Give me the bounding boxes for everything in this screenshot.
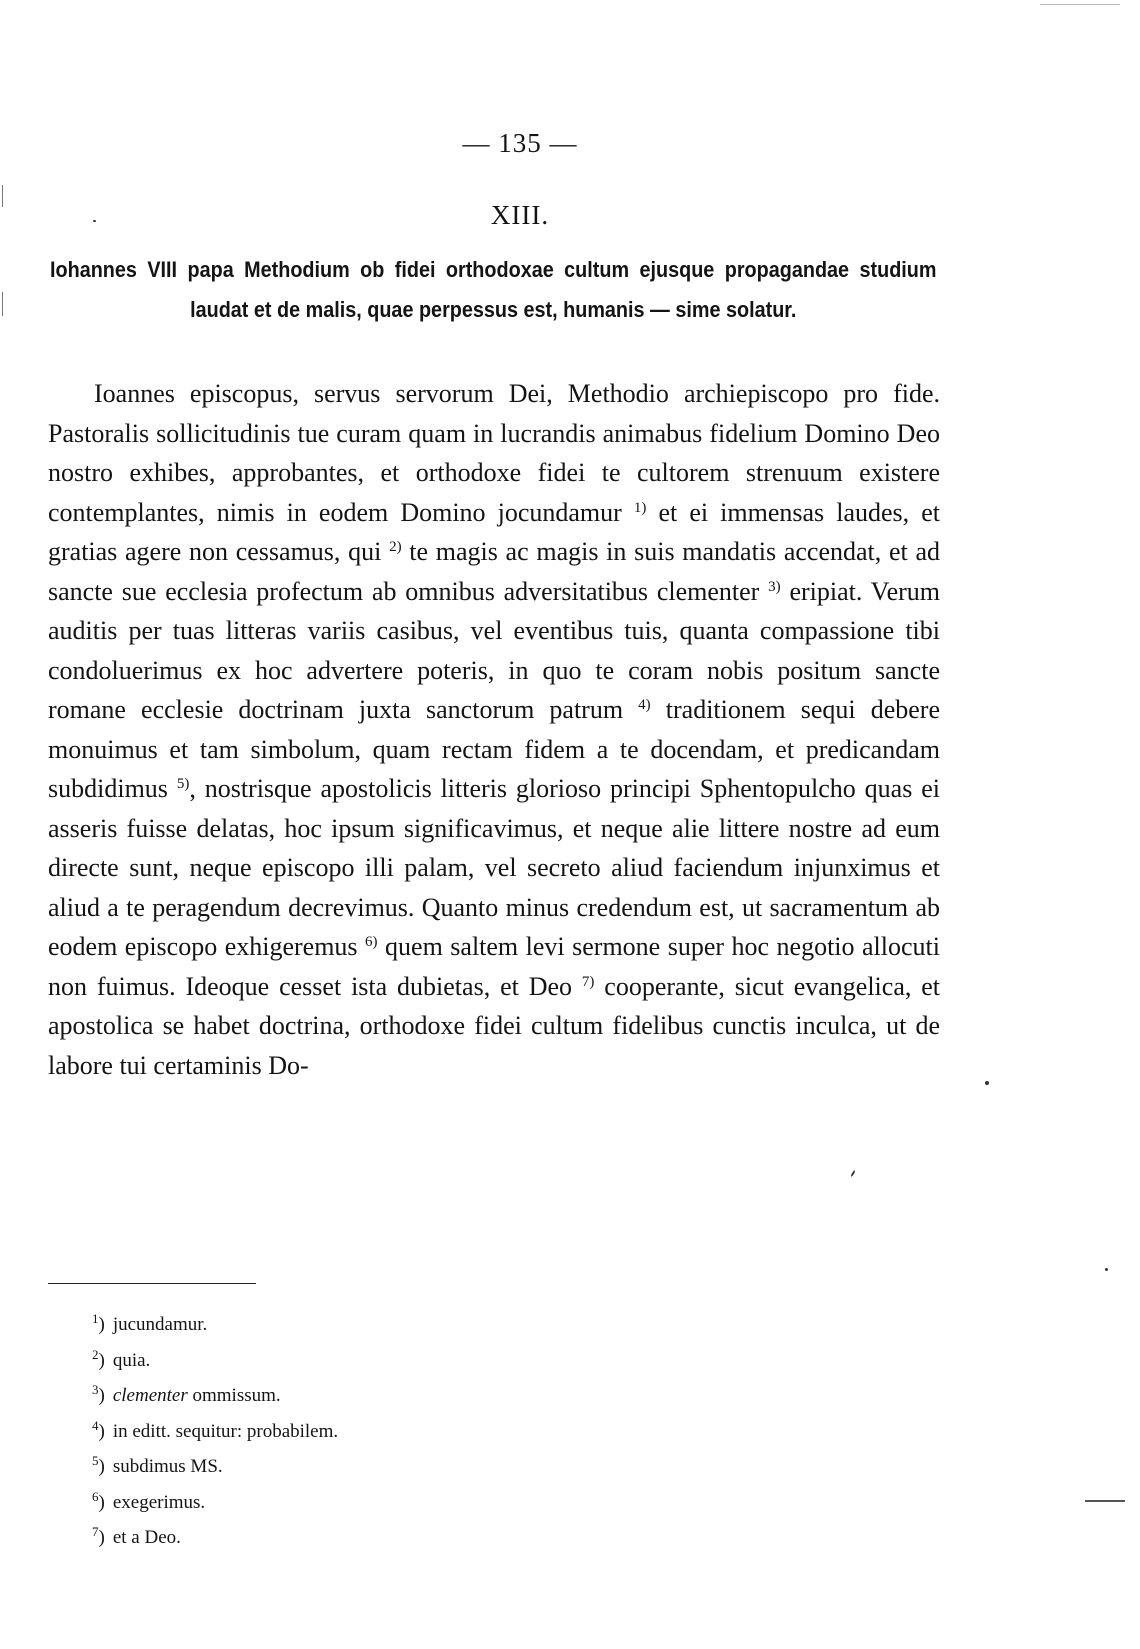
letter-heading: Iohannes VIII papa Methodium ob fidei orthodoxae cultum ejusque propagandae studium laudat et de malis, quae perpessus est, humanis — sime solatur. [50, 257, 937, 322]
body-text-segment: eripiat. Verum auditis per tuas litteras variis casibus, vel eventibus tuis, quanta compassione tibi condoluerimus ex hoc advertere poteris, in quo te coram nobis positum sancte romane ecclesie doctrinam juxta sanctorum patrum [48, 576, 940, 724]
footnote-mark: 7 [92, 1524, 99, 1539]
scan-speck [985, 1081, 989, 1085]
footnote-text: exegerimus. [112, 1491, 206, 1513]
body-text-segment: , nostrisque apostolicis litteris glorioso principi Sphentopulcho quas ei asseris fuisse delatas, hoc ipsum significavimus, et neque alie littere nostre ad eum directe sunt, neque episcopo illi palam, vel secreto aliud faciendum injunximus et aliud a te peragendum decrevimus. Quanto minus credendum est, ut sacramentum ab eodem episcopo exhigeremus [48, 774, 940, 961]
section-number: XIII. [490, 200, 550, 230]
footnote-mark: 6 [92, 1488, 99, 1504]
body-text-segment: et ei immensas laudes, et gratias agere non cessamus, qui [48, 497, 940, 566]
footnote-reference: 7) [581, 973, 595, 990]
body-text-segment: traditionem sequi debere monuimus et tam simbolum, quam rectam fidem a te docendam, et predicandam subdidimus [48, 695, 940, 803]
footnote-italic: clementer [112, 1385, 188, 1406]
body-text-segment: te magis ac magis in suis mandatis accendat, et ad sancte sue ecclesia profectum ab omnibus adversitatibus clementer [48, 537, 940, 606]
footnote: $^7$) et a Deo. [92, 1524, 181, 1548]
footnote-divider [48, 1283, 256, 1284]
footnotes [92, 1304, 692, 1553]
page-number: — 135 — [462, 128, 578, 158]
footnote-mark: 4 [92, 1417, 99, 1433]
footnote-text: in editt. sequitur: probabilem. [112, 1420, 339, 1442]
scan-edge-mark [2, 292, 3, 316]
footnote-reference: 1) [633, 499, 647, 516]
scan-speck [850, 1170, 855, 1177]
footnote-text: et a Deo. [112, 1527, 181, 1548]
footnote-reference: 6) [365, 934, 378, 950]
body-text-segment: cooperante, sicut evangelica, et apostolica se habet doctrina, orthodoxe fidei cultum fidelibus cunctis inculca, ut de labore tui certaminis Do- [48, 971, 941, 1080]
footnote-mark: 3 [92, 1382, 99, 1397]
footnote: $^2$) quia. [92, 1346, 151, 1371]
scan-speck [93, 220, 96, 222]
footnote-reference: 4) [638, 697, 651, 713]
scan-edge-mark [1085, 1500, 1125, 1502]
scan-edge-mark [2, 185, 3, 207]
footnote-text: jucundamur. [112, 1314, 208, 1335]
footnote-text: ommissum. [187, 1385, 281, 1406]
footnote-reference: 2) [389, 539, 402, 555]
footnote-mark: 5 [92, 1453, 99, 1468]
footnote: $^1$) jucundamur. [92, 1311, 208, 1335]
scan-speck [1105, 1268, 1108, 1271]
footnote-mark: 2 [92, 1346, 99, 1362]
body-text-segment: quem saltem levi sermone super hoc negotio allocuti non fuimus. Ideoque cesset ista dubietas, et Deo [48, 932, 940, 1001]
footnote-text: subdimus MS. [112, 1456, 223, 1477]
body-paragraph [48, 374, 940, 1085]
body-text-segment: Ioannes episcopus, servus servorum Dei, Methodio archiepiscopo pro fide. Pastoralis sollicitudinis tue curam quam in lucrandis animabus fidelium Domino Deo nostro exhibes, approbantes, et orthodoxe fidei te cultorem strenuum existere contemplantes, nimis in eodem Domino jocundamur [48, 379, 940, 527]
footnote: $^5$) subdimus MS. [92, 1453, 223, 1477]
footnote-mark: 1 [92, 1311, 99, 1326]
letter-body [48, 374, 940, 1085]
footnote: $^4$) in editt. sequitur: probabilem. [92, 1417, 339, 1442]
footnote-text: quia. [112, 1349, 151, 1371]
footnote-reference: 5) [176, 776, 190, 792]
footnote: $^3$) clementer ommissum. [92, 1382, 281, 1406]
scan-edge-mark [1040, 4, 1120, 5]
footnote: $^6$) exegerimus. [92, 1488, 206, 1513]
footnote-reference: 3) [768, 578, 781, 595]
